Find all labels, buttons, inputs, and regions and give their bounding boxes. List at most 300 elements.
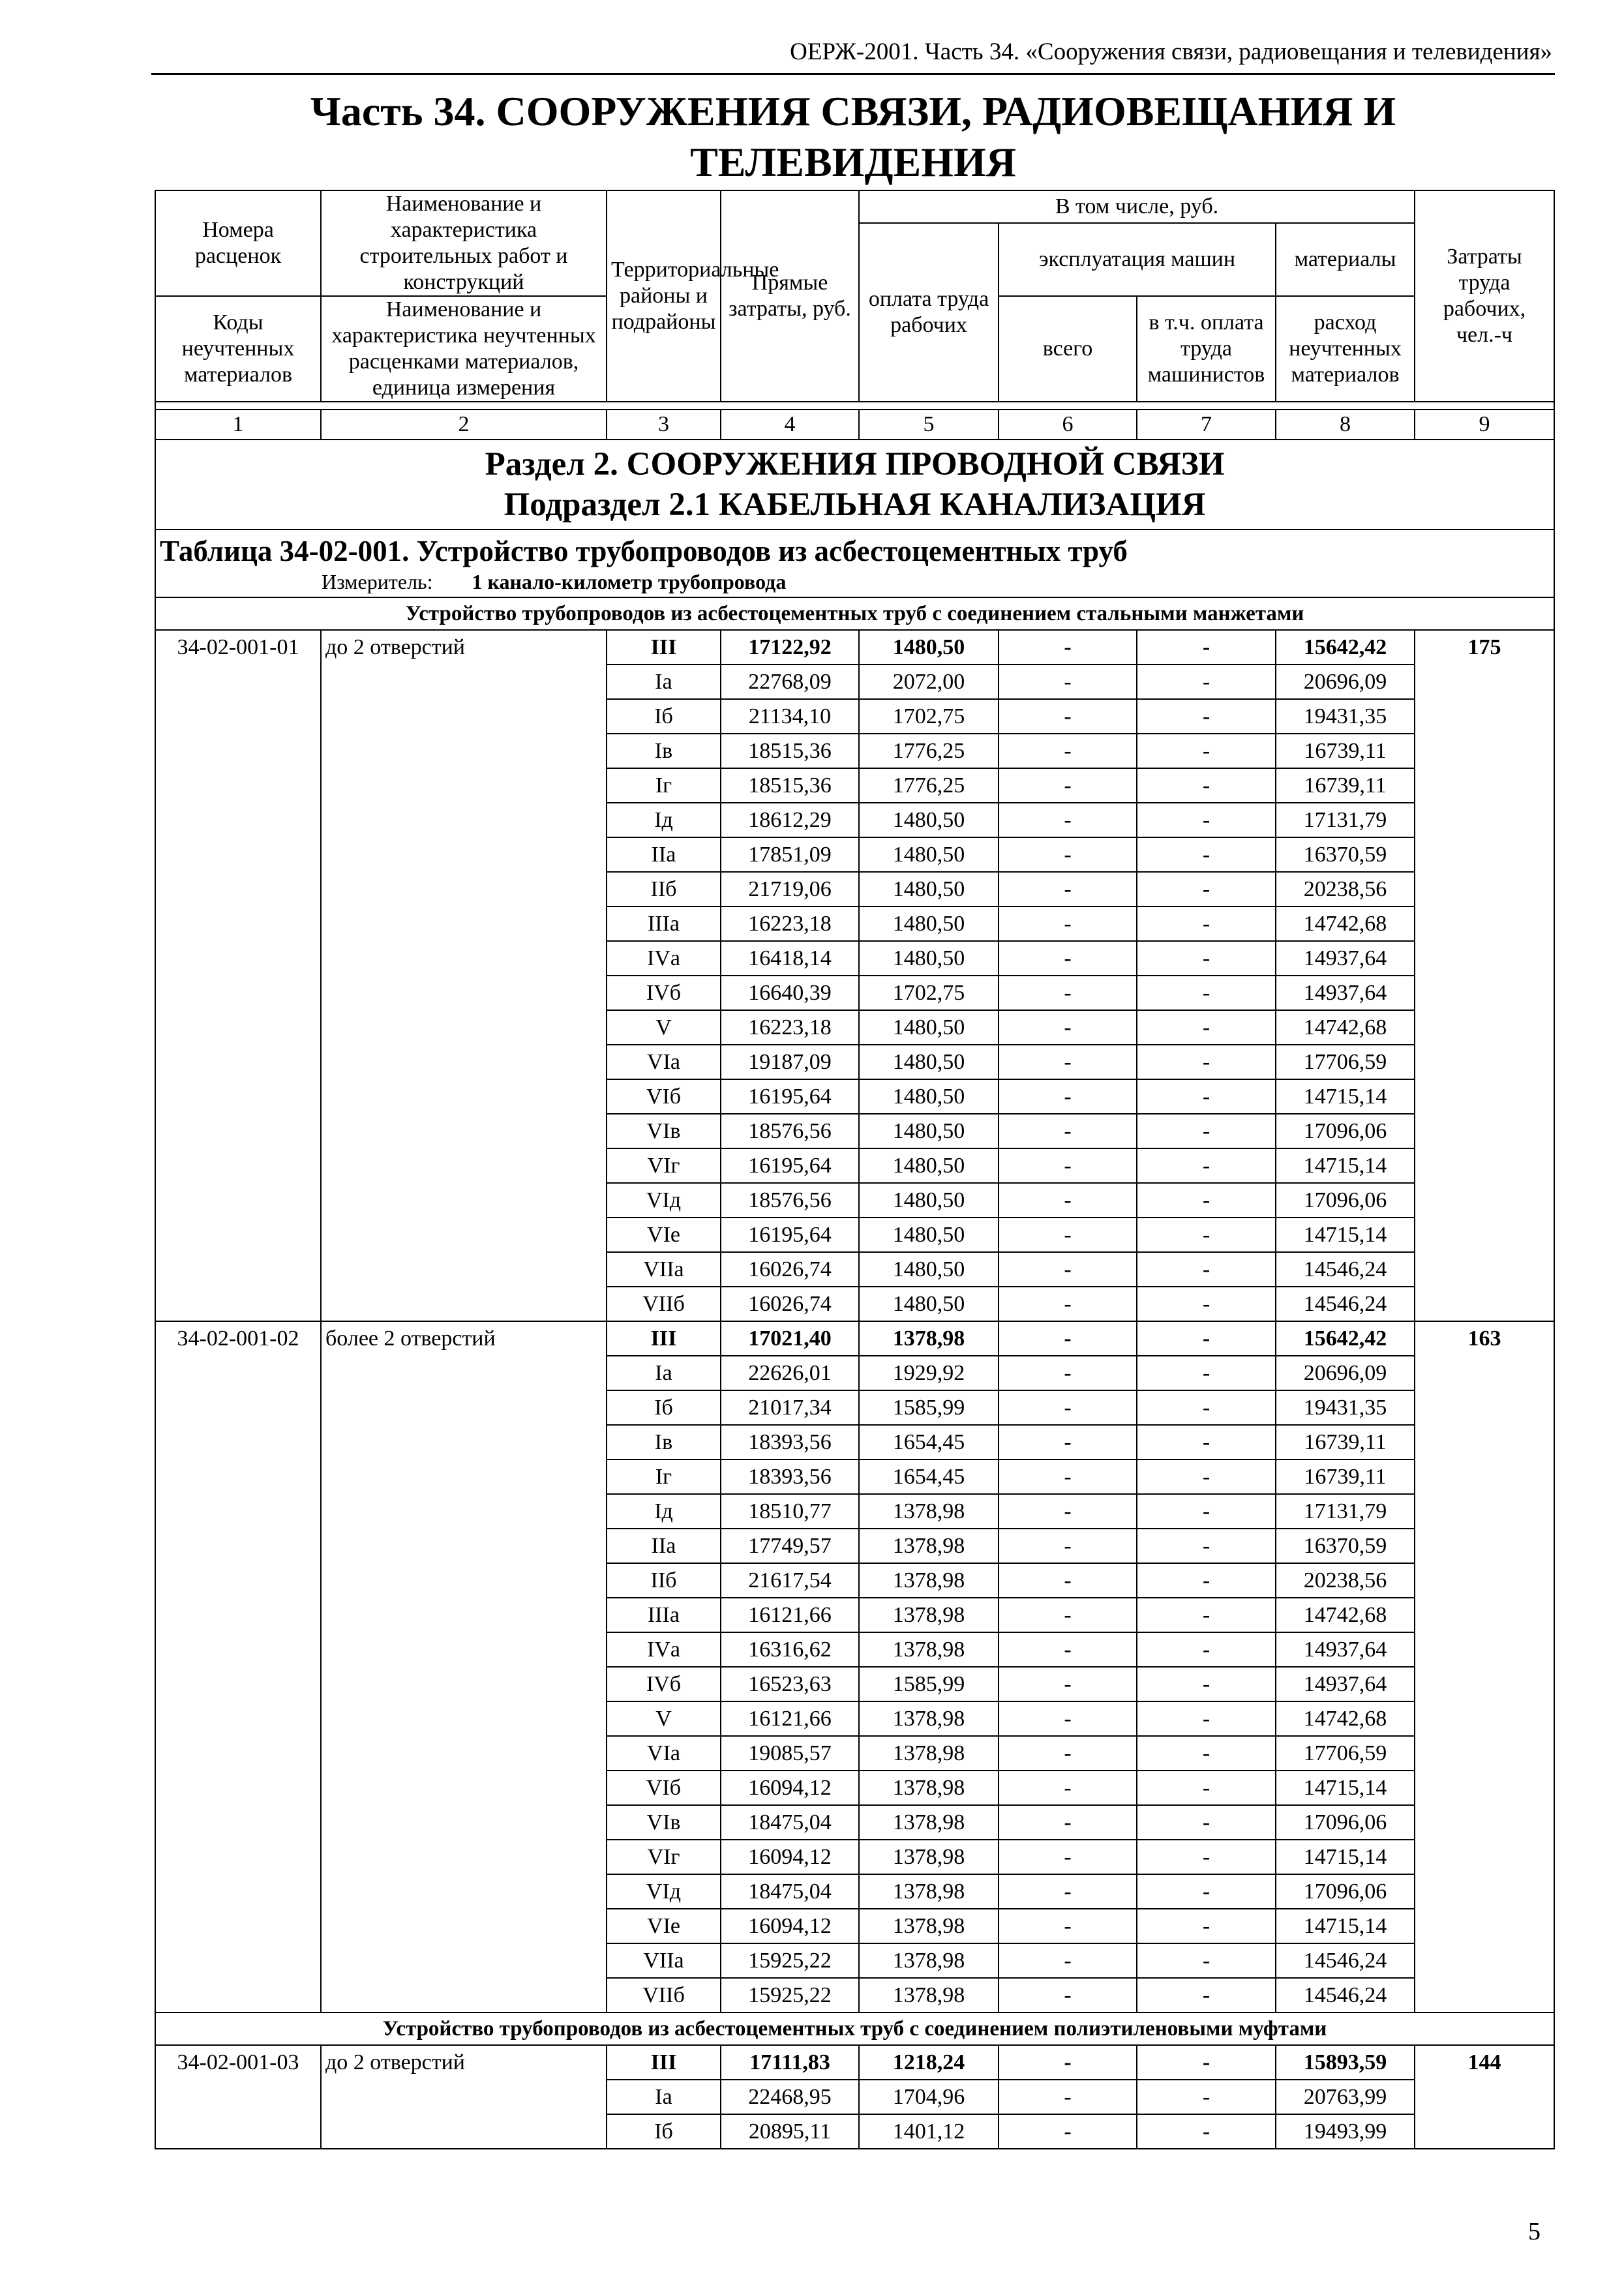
cell-direct-costs: 16316,62	[721, 1632, 859, 1667]
column-number: 7	[1137, 410, 1276, 440]
cell-machines-total: -	[999, 699, 1137, 734]
cell-territory: VIа	[607, 1045, 721, 1079]
cell-territory: Iб	[607, 699, 721, 734]
cell-worker-pay: 1585,99	[859, 1667, 999, 1701]
cell-direct-costs: 16523,63	[721, 1667, 859, 1701]
rate-name: до 2 отверстий	[321, 630, 607, 1321]
cell-machinist-pay: -	[1137, 1114, 1276, 1148]
running-header: ОЕРЖ-2001. Часть 34. «Сооружения связи, радиовещания и телевидения»	[790, 38, 1552, 65]
cell-machinist-pay: -	[1137, 1978, 1276, 2012]
cell-direct-costs: 19085,57	[721, 1736, 859, 1771]
cell-machinist-pay: -	[1137, 1529, 1276, 1563]
cell-machinist-pay: -	[1137, 1909, 1276, 1943]
cell-machinist-pay: -	[1137, 1045, 1276, 1079]
cell-direct-costs: 21719,06	[721, 872, 859, 906]
cell-direct-costs: 16121,66	[721, 1701, 859, 1736]
cell-worker-pay: 1378,98	[859, 1909, 999, 1943]
cell-territory: Iа	[607, 665, 721, 699]
subgroup-title: Устройство трубопроводов из асбестоцементных труб с соединением полиэтиленовыми муфтами	[155, 2012, 1554, 2045]
cell-machines-total: -	[999, 1010, 1137, 1045]
rate-code: 34-02-001-03	[155, 2045, 321, 2149]
cell-machines-total: -	[999, 1321, 1137, 1356]
part-title: Часть 34. СООРУЖЕНИЯ СВЯЗИ, РАДИОВЕЩАНИЯ И ТЕЛЕВИДЕНИЯ	[310, 88, 1396, 185]
cell-worker-pay: 1378,98	[859, 1598, 999, 1632]
cell-machines-total: -	[999, 1459, 1137, 1494]
labor-costs: 144	[1415, 2045, 1554, 2149]
cell-materials: 17706,59	[1276, 1045, 1415, 1079]
cell-machinist-pay: -	[1137, 1874, 1276, 1909]
cell-territory: VIг	[607, 1148, 721, 1183]
cell-machinist-pay: -	[1137, 1701, 1276, 1736]
cell-machines-total: -	[999, 1494, 1137, 1529]
cell-worker-pay: 1704,96	[859, 2080, 999, 2114]
cell-machines-total: -	[999, 1390, 1137, 1425]
header-worker-pay: оплата труда рабочих	[859, 223, 999, 402]
cell-worker-pay: 1480,50	[859, 630, 999, 665]
cell-territory: VIг	[607, 1840, 721, 1874]
cell-worker-pay: 1702,75	[859, 976, 999, 1010]
cell-machines-total: -	[999, 2080, 1137, 2114]
rates-table	[155, 190, 1555, 2149]
cell-machines-total: -	[999, 1425, 1137, 1459]
cell-materials: 20763,99	[1276, 2080, 1415, 2114]
cell-territory: Iв	[607, 734, 721, 768]
rate-name: более 2 отверстий	[321, 1321, 607, 2012]
cell-machines-total: -	[999, 630, 1137, 665]
cell-materials: 16739,11	[1276, 734, 1415, 768]
cell-territory: VIд	[607, 1874, 721, 1909]
cell-direct-costs: 18475,04	[721, 1805, 859, 1840]
cell-direct-costs: 18393,56	[721, 1459, 859, 1494]
cell-territory: VIе	[607, 1909, 721, 1943]
cell-direct-costs: 21617,54	[721, 1563, 859, 1598]
cell-materials: 17096,06	[1276, 1183, 1415, 1218]
cell-worker-pay: 1480,50	[859, 837, 999, 872]
header-gap	[155, 402, 1554, 410]
header-unaccounted-materials: Наименование и характеристика неучтенных расценками материалов, единица измерения	[321, 296, 607, 402]
cell-territory: Iд	[607, 1494, 721, 1529]
cell-machines-total: -	[999, 768, 1137, 803]
cell-machinist-pay: -	[1137, 1287, 1276, 1321]
cell-machines-total: -	[999, 1667, 1137, 1701]
cell-territory: Iд	[607, 803, 721, 837]
cell-direct-costs: 15925,22	[721, 1978, 859, 2012]
cell-machines-total: -	[999, 837, 1137, 872]
cell-materials: 16739,11	[1276, 1459, 1415, 1494]
cell-machines-total: -	[999, 1252, 1137, 1287]
header-machines-total: всего	[999, 296, 1137, 402]
cell-machines-total: -	[999, 1114, 1137, 1148]
cell-machinist-pay: -	[1137, 1805, 1276, 1840]
header-machine-operation: эксплуатация машин	[999, 223, 1276, 296]
cell-machines-total: -	[999, 665, 1137, 699]
cell-machines-total: -	[999, 1909, 1137, 1943]
cell-materials: 14742,68	[1276, 906, 1415, 941]
cell-territory: VIIб	[607, 1287, 721, 1321]
cell-materials: 20238,56	[1276, 1563, 1415, 1598]
cell-territory: IIIа	[607, 906, 721, 941]
cell-worker-pay: 1378,98	[859, 1978, 999, 2012]
section-title: Раздел 2. СООРУЖЕНИЯ ПРОВОДНОЙ СВЯЗИ	[485, 446, 1225, 483]
cell-materials: 19431,35	[1276, 699, 1415, 734]
meter-label: Измеритель:	[322, 570, 433, 593]
cell-machinist-pay: -	[1137, 1494, 1276, 1529]
rate-code: 34-02-001-01	[155, 630, 321, 1321]
cell-worker-pay: 1378,98	[859, 1321, 999, 1356]
cell-worker-pay: 1702,75	[859, 699, 999, 734]
cell-machines-total: -	[999, 1701, 1137, 1736]
cell-territory: IVб	[607, 976, 721, 1010]
cell-machines-total: -	[999, 941, 1137, 976]
cell-worker-pay: 1218,24	[859, 2045, 999, 2080]
cell-machinist-pay: -	[1137, 1425, 1276, 1459]
cell-machinist-pay: -	[1137, 1943, 1276, 1978]
cell-worker-pay: 1480,50	[859, 803, 999, 837]
cell-territory: IVа	[607, 941, 721, 976]
cell-direct-costs: 16094,12	[721, 1771, 859, 1805]
cell-materials: 20238,56	[1276, 872, 1415, 906]
header-machinist-pay: в т.ч. оплата труда машинистов	[1137, 296, 1276, 402]
cell-territory: VIIа	[607, 1252, 721, 1287]
cell-direct-costs: 18393,56	[721, 1425, 859, 1459]
cell-worker-pay: 1585,99	[859, 1390, 999, 1425]
cell-materials: 14937,64	[1276, 976, 1415, 1010]
cell-machines-total: -	[999, 1287, 1137, 1321]
cell-worker-pay: 1378,98	[859, 1701, 999, 1736]
cell-territory: VIе	[607, 1218, 721, 1252]
cell-territory: VIIб	[607, 1978, 721, 2012]
cell-worker-pay: 1378,98	[859, 1494, 999, 1529]
cell-materials: 14546,24	[1276, 1287, 1415, 1321]
cell-worker-pay: 1480,50	[859, 1114, 999, 1148]
column-number: 6	[999, 410, 1137, 440]
meter-line	[160, 569, 1550, 597]
header-work-name: Наименование и характеристика строительных работ и конструкций	[321, 190, 607, 296]
labor-costs: 175	[1415, 630, 1554, 1321]
cell-materials: 14546,24	[1276, 1252, 1415, 1287]
cell-direct-costs: 21017,34	[721, 1390, 859, 1425]
meter-value: 1 канало-километр трубопровода	[472, 570, 787, 593]
cell-worker-pay: 1480,50	[859, 1287, 999, 1321]
cell-worker-pay: 1378,98	[859, 1563, 999, 1598]
cell-territory: IVа	[607, 1632, 721, 1667]
cell-direct-costs: 18576,56	[721, 1183, 859, 1218]
cell-worker-pay: 1654,45	[859, 1459, 999, 1494]
header-labor-costs: Затраты труда рабочих, чел.-ч	[1415, 190, 1554, 402]
cell-direct-costs: 16223,18	[721, 1010, 859, 1045]
cell-machines-total: -	[999, 734, 1137, 768]
cell-materials: 17096,06	[1276, 1805, 1415, 1840]
cell-direct-costs: 17851,09	[721, 837, 859, 872]
cell-materials: 20696,09	[1276, 1356, 1415, 1390]
cell-machinist-pay: -	[1137, 1010, 1276, 1045]
cell-machines-total: -	[999, 1874, 1137, 1909]
header-direct-costs: Прямые затраты, руб.	[721, 190, 859, 402]
cell-machinist-pay: -	[1137, 665, 1276, 699]
cell-worker-pay: 1378,98	[859, 1529, 999, 1563]
page-number: 5	[1528, 2218, 1541, 2245]
header-materials: материалы	[1276, 223, 1415, 296]
cell-machines-total: -	[999, 1632, 1137, 1667]
cell-worker-pay: 1378,98	[859, 1736, 999, 1771]
cell-worker-pay: 1401,12	[859, 2114, 999, 2149]
cell-territory: VIд	[607, 1183, 721, 1218]
header-material-consumption: расход неучтенных материалов	[1276, 296, 1415, 402]
cell-worker-pay: 1776,25	[859, 768, 999, 803]
cell-direct-costs: 16195,64	[721, 1079, 859, 1114]
cell-territory: IIа	[607, 1529, 721, 1563]
cell-materials: 14937,64	[1276, 1632, 1415, 1667]
cell-materials: 14742,68	[1276, 1701, 1415, 1736]
cell-materials: 17131,79	[1276, 803, 1415, 837]
cell-territory: IIIа	[607, 1598, 721, 1632]
cell-materials: 15642,42	[1276, 630, 1415, 665]
table-heading	[155, 530, 1554, 597]
cell-machinist-pay: -	[1137, 2045, 1276, 2080]
cell-machines-total: -	[999, 2114, 1137, 2149]
cell-materials: 14937,64	[1276, 941, 1415, 976]
cell-materials: 14546,24	[1276, 1943, 1415, 1978]
cell-machinist-pay: -	[1137, 1390, 1276, 1425]
cell-machines-total: -	[999, 1943, 1137, 1978]
cell-machinist-pay: -	[1137, 1632, 1276, 1667]
cell-machines-total: -	[999, 2045, 1137, 2080]
cell-worker-pay: 1480,50	[859, 872, 999, 906]
cell-machinist-pay: -	[1137, 1321, 1276, 1356]
cell-direct-costs: 19187,09	[721, 1045, 859, 1079]
cell-machines-total: -	[999, 1079, 1137, 1114]
rate-code: 34-02-001-02	[155, 1321, 321, 2012]
cell-worker-pay: 1480,50	[859, 1218, 999, 1252]
cell-direct-costs: 18515,36	[721, 768, 859, 803]
cell-direct-costs: 16223,18	[721, 906, 859, 941]
cell-worker-pay: 1378,98	[859, 1771, 999, 1805]
cell-machines-total: -	[999, 1148, 1137, 1183]
column-number: 3	[607, 410, 721, 440]
cell-machinist-pay: -	[1137, 941, 1276, 976]
cell-machinist-pay: -	[1137, 2080, 1276, 2114]
cell-machines-total: -	[999, 1045, 1137, 1079]
cell-territory: IIб	[607, 872, 721, 906]
cell-machinist-pay: -	[1137, 630, 1276, 665]
cell-materials: 15642,42	[1276, 1321, 1415, 1356]
header-unaccounted-codes: Коды неучтенных материалов	[155, 296, 321, 402]
cell-materials: 14742,68	[1276, 1010, 1415, 1045]
cell-machines-total: -	[999, 1805, 1137, 1840]
cell-worker-pay: 1776,25	[859, 734, 999, 768]
cell-machinist-pay: -	[1137, 734, 1276, 768]
cell-direct-costs: 17021,40	[721, 1321, 859, 1356]
cell-machinist-pay: -	[1137, 837, 1276, 872]
table-row	[155, 2045, 1554, 2080]
cell-materials: 16370,59	[1276, 837, 1415, 872]
subgroup-title: Устройство трубопроводов из асбестоцементных труб с соединением стальными манжетами	[155, 597, 1554, 630]
cell-worker-pay: 1480,50	[859, 1079, 999, 1114]
cell-machinist-pay: -	[1137, 1356, 1276, 1390]
section-heading	[155, 440, 1554, 530]
cell-worker-pay: 1378,98	[859, 1943, 999, 1978]
cell-direct-costs: 20895,11	[721, 2114, 859, 2149]
cell-territory: Iб	[607, 2114, 721, 2149]
header-rate-numbers: Номера расценок	[155, 190, 321, 296]
cell-territory: Iа	[607, 1356, 721, 1390]
cell-territory: IVб	[607, 1667, 721, 1701]
column-number: 1	[155, 410, 321, 440]
cell-worker-pay: 1378,98	[859, 1840, 999, 1874]
cell-machinist-pay: -	[1137, 699, 1276, 734]
column-number: 2	[321, 410, 607, 440]
cell-territory: V	[607, 1010, 721, 1045]
cell-machinist-pay: -	[1137, 768, 1276, 803]
cell-direct-costs: 18515,36	[721, 734, 859, 768]
cell-machines-total: -	[999, 1736, 1137, 1771]
cell-machinist-pay: -	[1137, 1840, 1276, 1874]
column-number: 5	[859, 410, 999, 440]
cell-direct-costs: 17122,92	[721, 630, 859, 665]
cell-territory: IIб	[607, 1563, 721, 1598]
cell-materials: 17096,06	[1276, 1874, 1415, 1909]
subsection-title: Подраздел 2.1 КАБЕЛЬНАЯ КАНАЛИЗАЦИЯ	[504, 486, 1206, 523]
cell-machinist-pay: -	[1137, 906, 1276, 941]
header-rule	[151, 73, 1555, 75]
cell-direct-costs: 16026,74	[721, 1287, 859, 1321]
cell-worker-pay: 1480,50	[859, 1252, 999, 1287]
cell-machinist-pay: -	[1137, 803, 1276, 837]
cell-machinist-pay: -	[1137, 1667, 1276, 1701]
cell-territory: Iг	[607, 1459, 721, 1494]
cell-machinist-pay: -	[1137, 2114, 1276, 2149]
table-row	[155, 1321, 1554, 1356]
cell-territory: III	[607, 1321, 721, 1356]
cell-territory: III	[607, 630, 721, 665]
table-title: Таблица 34-02-001. Устройство трубопроводов из асбестоцементных труб	[160, 535, 1128, 567]
labor-costs: 163	[1415, 1321, 1554, 2012]
cell-worker-pay: 1480,50	[859, 1010, 999, 1045]
cell-direct-costs: 17111,83	[721, 2045, 859, 2080]
cell-worker-pay: 1480,50	[859, 906, 999, 941]
cell-worker-pay: 1929,92	[859, 1356, 999, 1390]
cell-territory: VIб	[607, 1771, 721, 1805]
cell-territory: Iг	[607, 768, 721, 803]
cell-worker-pay: 1378,98	[859, 1874, 999, 1909]
cell-machines-total: -	[999, 803, 1137, 837]
cell-machinist-pay: -	[1137, 1148, 1276, 1183]
cell-territory: Iб	[607, 1390, 721, 1425]
cell-materials: 15893,59	[1276, 2045, 1415, 2080]
cell-machines-total: -	[999, 872, 1137, 906]
cell-direct-costs: 16026,74	[721, 1252, 859, 1287]
cell-territory: VIб	[607, 1079, 721, 1114]
cell-machines-total: -	[999, 1771, 1137, 1805]
rate-name: до 2 отверстий	[321, 2045, 607, 2149]
column-number: 8	[1276, 410, 1415, 440]
cell-machinist-pay: -	[1137, 1563, 1276, 1598]
cell-machinist-pay: -	[1137, 1459, 1276, 1494]
cell-materials: 19431,35	[1276, 1390, 1415, 1425]
cell-machinist-pay: -	[1137, 872, 1276, 906]
column-number: 9	[1415, 410, 1554, 440]
cell-territory: V	[607, 1701, 721, 1736]
cell-materials: 16739,11	[1276, 1425, 1415, 1459]
cell-direct-costs: 17749,57	[721, 1529, 859, 1563]
cell-materials: 16370,59	[1276, 1529, 1415, 1563]
cell-materials: 20696,09	[1276, 665, 1415, 699]
cell-materials: 17706,59	[1276, 1736, 1415, 1771]
cell-direct-costs: 18510,77	[721, 1494, 859, 1529]
table-row	[155, 630, 1554, 665]
cell-materials: 14715,14	[1276, 1218, 1415, 1252]
cell-direct-costs: 21134,10	[721, 699, 859, 734]
cell-materials: 14715,14	[1276, 1148, 1415, 1183]
cell-materials: 14715,14	[1276, 1840, 1415, 1874]
cell-materials: 17131,79	[1276, 1494, 1415, 1529]
cell-territory: VIа	[607, 1736, 721, 1771]
cell-worker-pay: 1378,98	[859, 1632, 999, 1667]
cell-machinist-pay: -	[1137, 1183, 1276, 1218]
header-group-including: В том числе, руб.	[859, 190, 1415, 223]
cell-territory: VIIа	[607, 1943, 721, 1978]
cell-direct-costs: 15925,22	[721, 1943, 859, 1978]
header-territory: Территориальные районы и подрайоны	[607, 190, 721, 402]
cell-materials: 14715,14	[1276, 1771, 1415, 1805]
cell-worker-pay: 1480,50	[859, 1183, 999, 1218]
cell-machines-total: -	[999, 1978, 1137, 2012]
cell-materials: 16739,11	[1276, 768, 1415, 803]
cell-machinist-pay: -	[1137, 1771, 1276, 1805]
cell-territory: VIв	[607, 1805, 721, 1840]
cell-direct-costs: 16195,64	[721, 1148, 859, 1183]
cell-direct-costs: 18612,29	[721, 803, 859, 837]
cell-territory: VIв	[607, 1114, 721, 1148]
cell-machinist-pay: -	[1137, 1598, 1276, 1632]
cell-worker-pay: 1480,50	[859, 1045, 999, 1079]
cell-worker-pay: 1654,45	[859, 1425, 999, 1459]
cell-machines-total: -	[999, 1598, 1137, 1632]
cell-direct-costs: 16418,14	[721, 941, 859, 976]
cell-territory: Iв	[607, 1425, 721, 1459]
cell-direct-costs: 16094,12	[721, 1909, 859, 1943]
cell-machines-total: -	[999, 1563, 1137, 1598]
cell-machinist-pay: -	[1137, 1218, 1276, 1252]
cell-machinist-pay: -	[1137, 1736, 1276, 1771]
cell-direct-costs: 22468,95	[721, 2080, 859, 2114]
cell-direct-costs: 16121,66	[721, 1598, 859, 1632]
cell-machines-total: -	[999, 1183, 1137, 1218]
cell-materials: 19493,99	[1276, 2114, 1415, 2149]
cell-direct-costs: 18576,56	[721, 1114, 859, 1148]
cell-machines-total: -	[999, 1529, 1137, 1563]
cell-territory: III	[607, 2045, 721, 2080]
cell-materials: 14715,14	[1276, 1909, 1415, 1943]
cell-direct-costs: 16640,39	[721, 976, 859, 1010]
cell-machinist-pay: -	[1137, 1079, 1276, 1114]
cell-machines-total: -	[999, 1356, 1137, 1390]
cell-materials: 14715,14	[1276, 1079, 1415, 1114]
cell-machines-total: -	[999, 1218, 1137, 1252]
cell-territory: Iа	[607, 2080, 721, 2114]
cell-machines-total: -	[999, 976, 1137, 1010]
cell-direct-costs: 18475,04	[721, 1874, 859, 1909]
cell-worker-pay: 1480,50	[859, 941, 999, 976]
cell-worker-pay: 1378,98	[859, 1805, 999, 1840]
cell-machinist-pay: -	[1137, 976, 1276, 1010]
cell-materials: 14742,68	[1276, 1598, 1415, 1632]
cell-machinist-pay: -	[1137, 1252, 1276, 1287]
cell-territory: IIа	[607, 837, 721, 872]
cell-materials: 14937,64	[1276, 1667, 1415, 1701]
cell-direct-costs: 16094,12	[721, 1840, 859, 1874]
cell-worker-pay: 2072,00	[859, 665, 999, 699]
